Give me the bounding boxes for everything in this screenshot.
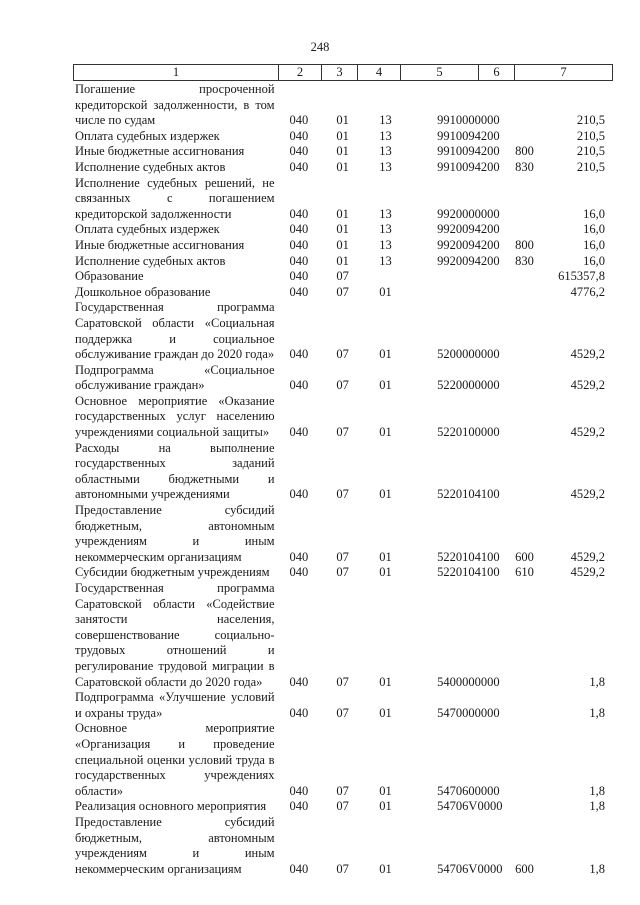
col-7-value: 4529,2 (570, 549, 605, 564)
col-3-value: 07 (336, 799, 349, 814)
col-4-value: 13 (379, 237, 392, 252)
col-2-value: 040 (289, 565, 309, 580)
col-3-value: 07 (336, 549, 349, 564)
table-row (75, 815, 605, 877)
table-row (75, 300, 605, 362)
col-2-value: 040 (289, 206, 309, 221)
col-5-value: 54706V0000 (437, 799, 503, 814)
col-2-value: 040 (289, 347, 309, 362)
table-row (75, 721, 605, 799)
col-4-value: 13 (379, 144, 392, 159)
col-4-value: 13 (379, 128, 392, 143)
col-7-value: 4529,2 (570, 565, 605, 580)
row-description: Субсидии бюджетным учреждениям (75, 565, 270, 580)
col-4-value: 01 (379, 284, 392, 299)
row-description: Исполнение судебных актов (75, 253, 226, 268)
row-description: Реализация основного мероприятия (75, 799, 267, 814)
col-3-value: 07 (336, 284, 349, 299)
col-7-value: 16,0 (583, 222, 605, 237)
col-6-value: 600 (515, 861, 534, 876)
col-4-value: 13 (379, 253, 392, 268)
col-4-value: 01 (379, 705, 392, 720)
row-description: Предоставление субсидий бюджетным, автономным учреждениям и иным некоммерческим организациям (75, 503, 275, 564)
col-4-value: 01 (379, 347, 392, 362)
col-7-value: 4529,2 (570, 378, 605, 393)
col-3-value: 07 (336, 705, 349, 720)
table-row (75, 441, 605, 503)
table-row (75, 160, 605, 176)
col-3-value: 07 (336, 378, 349, 393)
col-2-value: 040 (289, 487, 309, 502)
col-5-value: 54706V0000 (437, 861, 503, 876)
row-description: Подпрограмма «Социальное обслуживание граждан» (75, 362, 275, 393)
row-description: Расходы на выполнение государственных заданий областными бюджетными и автономными учреждениями (75, 440, 275, 502)
col-6-value: 610 (515, 565, 534, 580)
col-7-value: 4529,2 (570, 425, 605, 440)
col-2-value: 040 (289, 222, 309, 237)
col-7-value: 4776,2 (570, 284, 605, 299)
col-7-value: 210,5 (576, 128, 605, 143)
row-description: Исполнение судебных актов (75, 159, 226, 174)
col-6-value: 830 (515, 253, 534, 268)
row-description: Иные бюджетные ассигнования (75, 237, 245, 252)
col-5-value: 5220100000 (437, 425, 500, 440)
table-row (75, 254, 605, 270)
table-row (75, 82, 605, 129)
col-5-value: 9920094200 (437, 237, 500, 252)
col-4-value: 01 (379, 487, 392, 502)
row-description: Государственная программа Саратовской области «Содействие занятости населения, совершенствование социально-трудовых отношений и регулирование трудовой миграции в Саратовской области до 2020 года» (75, 581, 275, 689)
header-col-3: 3 (322, 65, 358, 80)
row-description: Иные бюджетные ассигнования (75, 144, 245, 159)
col-7-value: 1,8 (589, 783, 605, 798)
col-7-value: 4529,2 (570, 487, 605, 502)
page-number: 248 (310, 40, 330, 54)
row-description: Основное мероприятие «Оказание государственных услуг населению учреждениями социальной защиты» (75, 393, 275, 440)
col-2-value: 040 (289, 674, 309, 689)
col-5-value: 5400000000 (437, 674, 500, 689)
col-7-value: 4529,2 (570, 347, 605, 362)
col-5-value: 5220000000 (437, 378, 500, 393)
col-7-value: 1,8 (589, 799, 605, 814)
col-7-value: 210,5 (576, 144, 605, 159)
col-2-value: 040 (289, 378, 309, 393)
col-7-value: 16,0 (583, 206, 605, 221)
row-description: Образование (75, 269, 144, 284)
col-7-value: 1,8 (589, 674, 605, 689)
col-4-value: 01 (379, 565, 392, 580)
col-4-value: 01 (379, 549, 392, 564)
table-row (75, 503, 605, 565)
table-row (75, 285, 605, 301)
col-3-value: 07 (336, 425, 349, 440)
col-5-value: 9920094200 (437, 222, 500, 237)
header-col-1: 1 (74, 65, 279, 80)
table-header (73, 64, 613, 81)
col-3-value: 01 (336, 237, 349, 252)
table-row (75, 799, 605, 815)
col-2-value: 040 (289, 284, 309, 299)
row-description: Дошкольное образование (75, 284, 211, 299)
table-row (75, 144, 605, 160)
table-row (75, 129, 605, 145)
col-2-value: 040 (289, 861, 309, 876)
col-3-value: 07 (336, 487, 349, 502)
col-4-value: 13 (379, 113, 392, 128)
col-7-value: 16,0 (583, 253, 605, 268)
col-3-value: 07 (336, 674, 349, 689)
table-row (75, 690, 605, 721)
col-2-value: 040 (289, 237, 309, 252)
col-6-value: 800 (515, 144, 534, 159)
col-2-value: 040 (289, 549, 309, 564)
header-col-6: 6 (479, 65, 515, 80)
col-5-value: 9920094200 (437, 253, 500, 268)
col-2-value: 040 (289, 799, 309, 814)
col-7-value: 210,5 (576, 113, 605, 128)
col-3-value: 01 (336, 253, 349, 268)
header-col-5: 5 (401, 65, 479, 80)
col-5-value: 5220104100 (437, 549, 500, 564)
col-4-value: 13 (379, 206, 392, 221)
header-col-2: 2 (279, 65, 322, 80)
header-col-7: 7 (560, 65, 567, 79)
row-description: Оплата судебных издержек (75, 222, 220, 237)
col-4-value: 01 (379, 799, 392, 814)
table-row (75, 565, 605, 581)
col-7-value: 16,0 (583, 237, 605, 252)
col-2-value: 040 (289, 144, 309, 159)
col-2-value: 040 (289, 425, 309, 440)
col-4-value: 13 (379, 159, 392, 174)
col-6-value: 830 (515, 159, 534, 174)
col-3-value: 07 (336, 269, 349, 284)
col-2-value: 040 (289, 269, 309, 284)
col-3-value: 07 (336, 783, 349, 798)
row-description: Оплата судебных издержек (75, 128, 220, 143)
col-4-value: 01 (379, 378, 392, 393)
row-description: Подпрограмма «Улучшение условий и охраны труда» (75, 690, 275, 720)
col-3-value: 01 (336, 206, 349, 221)
col-3-value: 01 (336, 144, 349, 159)
row-description: Основное мероприятие «Организация и проведение специальной оценки условий труда в государственных учреждениях области» (75, 721, 275, 798)
col-7-value: 1,8 (589, 861, 605, 876)
table-row (75, 222, 605, 238)
col-2-value: 040 (289, 705, 309, 720)
col-5-value: 9910094200 (437, 128, 500, 143)
col-3-value: 01 (336, 128, 349, 143)
col-2-value: 040 (289, 113, 309, 128)
col-3-value: 01 (336, 222, 349, 237)
col-2-value: 040 (289, 783, 309, 798)
col-2-value: 040 (289, 128, 309, 143)
col-5-value: 5220104100 (437, 565, 500, 580)
col-7-value: 210,5 (576, 159, 605, 174)
col-6-value: 800 (515, 237, 534, 252)
col-3-value: 01 (336, 113, 349, 128)
col-3-value: 01 (336, 159, 349, 174)
col-3-value: 07 (336, 565, 349, 580)
col-4-value: 01 (379, 783, 392, 798)
col-5-value: 9910094200 (437, 159, 500, 174)
table-body (75, 82, 605, 877)
col-5-value: 9920000000 (437, 206, 500, 221)
table-row (75, 238, 605, 254)
col-5-value: 5220104100 (437, 487, 500, 502)
table-row (75, 363, 605, 394)
table-row (75, 394, 605, 441)
row-description: Государственная программа Саратовской области «Социальная поддержка и социальное обслуживание граждан до 2020 года» (75, 300, 275, 362)
col-3-value: 07 (336, 347, 349, 362)
col-2-value: 040 (289, 159, 309, 174)
col-4-value: 01 (379, 861, 392, 876)
col-7-value: 1,8 (589, 705, 605, 720)
col-5-value: 9910000000 (437, 113, 500, 128)
header-col-4: 4 (358, 65, 401, 80)
row-description: Предоставление субсидий бюджетным, автономным учреждениям и иным некоммерческим организациям (75, 814, 275, 876)
col-5-value: 5470000000 (437, 705, 500, 720)
col-4-value: 13 (379, 222, 392, 237)
col-5-value: 5470600000 (437, 783, 500, 798)
col-4-value: 01 (379, 674, 392, 689)
row-description: Исполнение судебных решений, не связанных с погашением кредиторской задолженности (75, 175, 275, 221)
row-description: Погашение просроченной кредиторской задолженности, в том числе по судам (75, 82, 275, 128)
col-6-value: 600 (515, 549, 534, 564)
col-2-value: 040 (289, 253, 309, 268)
col-5-value: 9910094200 (437, 144, 500, 159)
col-7-value: 615357,8 (558, 269, 605, 284)
col-5-value: 5200000000 (437, 347, 500, 362)
col-3-value: 07 (336, 861, 349, 876)
col-4-value: 01 (379, 425, 392, 440)
table-row (75, 269, 605, 285)
table-row (75, 581, 605, 690)
table-row (75, 176, 605, 223)
